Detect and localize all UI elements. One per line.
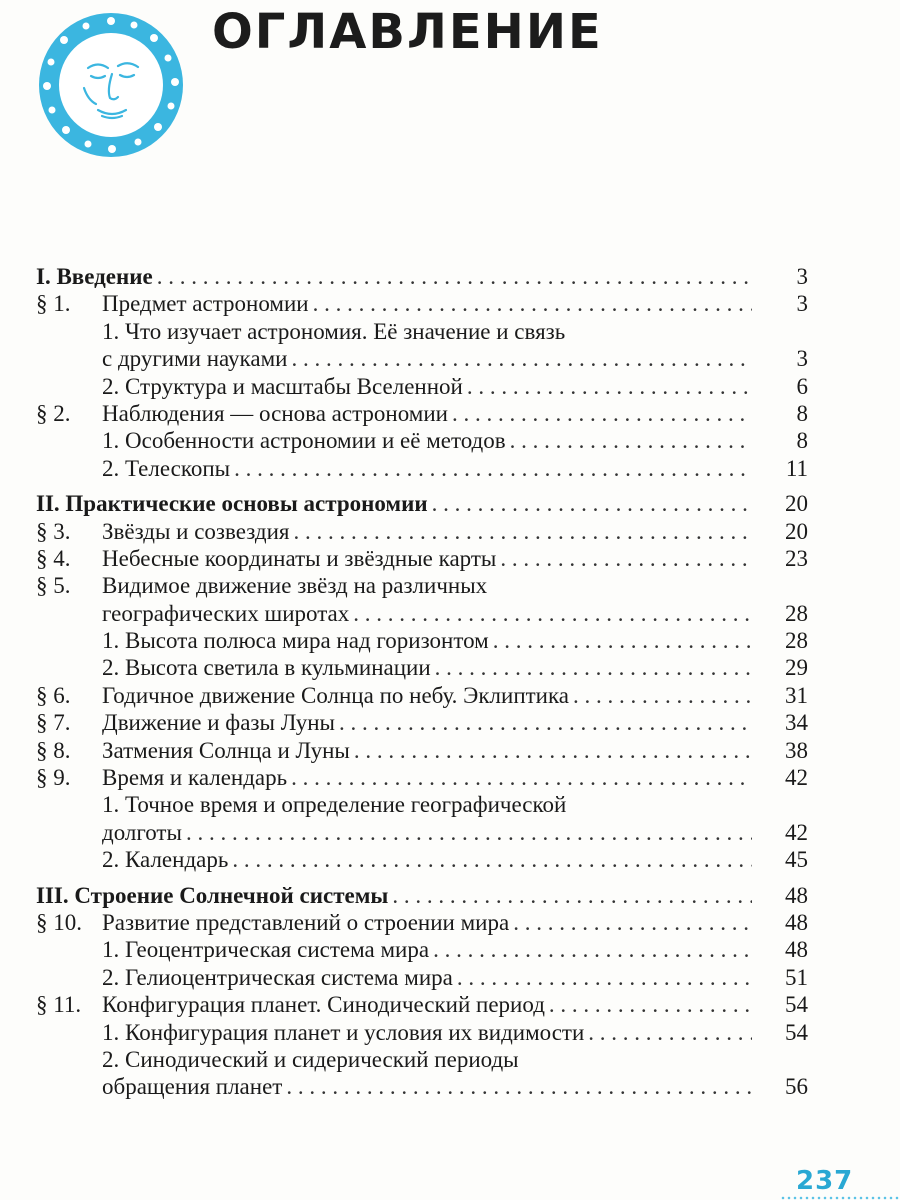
toc-entry-title: III. Строение Солнечной системы (36, 882, 389, 908)
toc-entry-title: 2. Синодический и сидерический периоды (102, 1046, 519, 1072)
toc-page-number: 8 (796, 400, 808, 426)
toc-page-number: 28 (785, 600, 808, 626)
toc-entry-title: Небесные координаты и звёздные карты (102, 545, 497, 571)
toc-page-number: 54 (785, 992, 808, 1018)
toc-page-number: 8 (796, 428, 808, 454)
toc-entry-title: 2. Телескопы (102, 455, 231, 481)
toc-entry-title: Развитие представлений о строении мира (102, 909, 510, 935)
toc-subsection[interactable] (36, 819, 808, 846)
toc-page-number: 3 (796, 291, 808, 317)
toc-entry-title: 2. Структура и масштабы Вселенной (102, 373, 463, 399)
toc-leader-dots (353, 600, 752, 627)
toc-page-number: 20 (785, 518, 808, 544)
toc-section[interactable] (36, 545, 808, 572)
toc-leader-dots (588, 1019, 752, 1046)
toc-entry-title: обращения планет (102, 1074, 283, 1100)
toc-page-number: 45 (785, 847, 808, 873)
toc-entry-title: 1. Геоцентрическая система мира (102, 937, 430, 963)
toc-entry-title: географических широтах (102, 600, 350, 626)
toc-entry-title: с другими науками (102, 346, 288, 372)
toc-subsection[interactable] (36, 791, 808, 818)
toc-subsection[interactable] (36, 1046, 808, 1073)
toc-entry-title: Годичное движение Солнца по небу. Эклиптика (102, 682, 570, 708)
toc-section-number: § 5. (36, 573, 71, 599)
toc-subsection[interactable] (36, 654, 808, 681)
toc-section-number: § 1. (36, 291, 71, 317)
toc-subsection[interactable] (36, 846, 808, 873)
toc-page-number: 29 (785, 655, 808, 681)
toc-section[interactable] (36, 709, 808, 736)
toc-leader-dots (294, 518, 753, 545)
toc-subsection[interactable] (36, 936, 808, 963)
toc-section-number: § 3. (36, 518, 71, 544)
toc-section-number: § 10. (36, 909, 82, 935)
toc-section-number: § 8. (36, 737, 71, 763)
toc-section[interactable] (36, 400, 808, 427)
toc-leader-dots (286, 1073, 752, 1100)
toc-page-number: 48 (785, 909, 808, 935)
toc-entry-title: долготы (102, 819, 182, 845)
toc-entry-title: Звёзды и созвездия (102, 518, 290, 544)
toc-page-number: 34 (785, 710, 808, 736)
toc-leader-dots (435, 654, 752, 681)
toc-leader-dots (157, 263, 752, 290)
page-number: 237 (796, 1166, 854, 1196)
toc-page-number: 31 (785, 682, 808, 708)
toc-leader-dots (510, 427, 752, 454)
toc-entry-title: Время и календарь (102, 765, 288, 791)
toc-subsection[interactable] (36, 627, 808, 654)
toc-page-number: 54 (785, 1019, 808, 1045)
toc-page-number: 48 (785, 937, 808, 963)
page-title: ОГЛАВЛЕНИЕ (212, 4, 603, 60)
toc-section[interactable] (36, 737, 808, 764)
toc-leader-dots (392, 882, 752, 909)
toc-leader-dots (313, 290, 752, 317)
toc-subsection[interactable] (36, 345, 808, 372)
toc-section[interactable] (36, 572, 808, 599)
toc-entry-title: 1. Особенности астрономии и её методов (102, 428, 506, 454)
toc-leader-dots (452, 400, 752, 427)
toc-section-number: § 6. (36, 682, 71, 708)
toc-leader-dots (467, 373, 752, 400)
toc-leader-dots (234, 455, 752, 482)
toc-leader-dots (232, 846, 752, 873)
toc-section-number: § 9. (36, 765, 71, 791)
toc-entry-title: 2. Высота светила в кульминации (102, 655, 431, 681)
toc-entry-title: 1. Что изучает астрономия. Её значение и связь (102, 318, 566, 344)
toc-leader-dots (339, 709, 752, 736)
toc-subsection[interactable] (36, 1073, 808, 1100)
toc-entry-title: 1. Высота полюса мира над горизонтом (102, 628, 489, 654)
toc-page-number: 56 (785, 1074, 808, 1100)
toc-subsection[interactable] (36, 427, 808, 454)
toc-page-number: 23 (785, 545, 808, 571)
toc-page-number: 3 (796, 346, 808, 372)
toc-entry-title: 2. Календарь (102, 847, 229, 873)
toc-subsection[interactable] (36, 318, 808, 345)
toc-entry-title: Движение и фазы Луны (102, 710, 335, 736)
toc-leader-dots (457, 964, 752, 991)
toc-leader-dots (291, 764, 752, 791)
toc-leader-dots (354, 737, 752, 764)
toc-chapter[interactable] (36, 882, 808, 909)
toc-entry-title: Наблюдения — основа астрономии (102, 400, 448, 426)
toc-section-number: § 2. (36, 400, 71, 426)
toc-entry-title: II. Практические основы астрономии (36, 491, 428, 517)
toc-leader-dots (500, 545, 752, 572)
toc-section[interactable] (36, 764, 808, 791)
toc-entry-title: Видимое движение звёзд на различных (102, 573, 488, 599)
section-gap (36, 482, 808, 490)
section-gap (36, 874, 808, 882)
toc-subsection[interactable] (36, 600, 808, 627)
toc-page-number: 48 (785, 882, 808, 908)
toc-subsection[interactable] (36, 373, 808, 400)
toc-leader-dots (493, 627, 752, 654)
toc-leader-dots (433, 936, 752, 963)
toc-subsection[interactable] (36, 1019, 808, 1046)
toc-page-number: 6 (796, 373, 808, 399)
toc-entry-title: 1. Точное время и определение географической (102, 792, 567, 818)
toc-section[interactable] (36, 682, 808, 709)
toc-page-number: 42 (785, 765, 808, 791)
toc-page-number: 20 (785, 491, 808, 517)
toc-leader-dots (432, 490, 752, 517)
toc-entry-title: Затмения Солнца и Луны (102, 737, 350, 763)
toc-section[interactable] (36, 518, 808, 545)
toc-section-number: § 7. (36, 710, 71, 736)
table-of-contents (36, 263, 808, 1101)
toc-leader-dots (291, 345, 752, 372)
toc-page-number: 38 (785, 737, 808, 763)
toc-page-number: 28 (785, 628, 808, 654)
toc-section[interactable] (36, 290, 808, 317)
decorative-dot-rule (780, 1196, 900, 1200)
toc-entry-title: Предмет астрономии (102, 291, 309, 317)
toc-subsection[interactable] (36, 964, 808, 991)
toc-entry-title: I. Введение (36, 264, 153, 289)
toc-leader-dots (549, 991, 752, 1018)
toc-leader-dots (513, 909, 752, 936)
toc-section[interactable] (36, 909, 808, 936)
toc-section[interactable] (36, 991, 808, 1018)
toc-chapter[interactable] (36, 490, 808, 517)
toc-section-number: § 4. (36, 545, 71, 571)
toc-page-number: 51 (785, 964, 808, 990)
toc-subsection[interactable] (36, 455, 808, 482)
toc-section-number: § 11. (36, 992, 82, 1018)
toc-page-number: 11 (785, 455, 808, 481)
toc-page-number: 42 (785, 819, 808, 845)
toc-entry-title: 2. Гелиоцентрическая система мира (102, 964, 453, 990)
toc-leader-dots (186, 819, 752, 846)
toc-page-number: 3 (796, 264, 808, 289)
toc-chapter[interactable] (36, 263, 808, 290)
sun-face-logo-icon (36, 10, 186, 160)
toc-entry-title: Конфигурация планет. Синодический период (102, 992, 545, 1018)
toc-leader-dots (573, 682, 752, 709)
toc-entry-title: 1. Конфигурация планет и условия их видимости (102, 1019, 585, 1045)
